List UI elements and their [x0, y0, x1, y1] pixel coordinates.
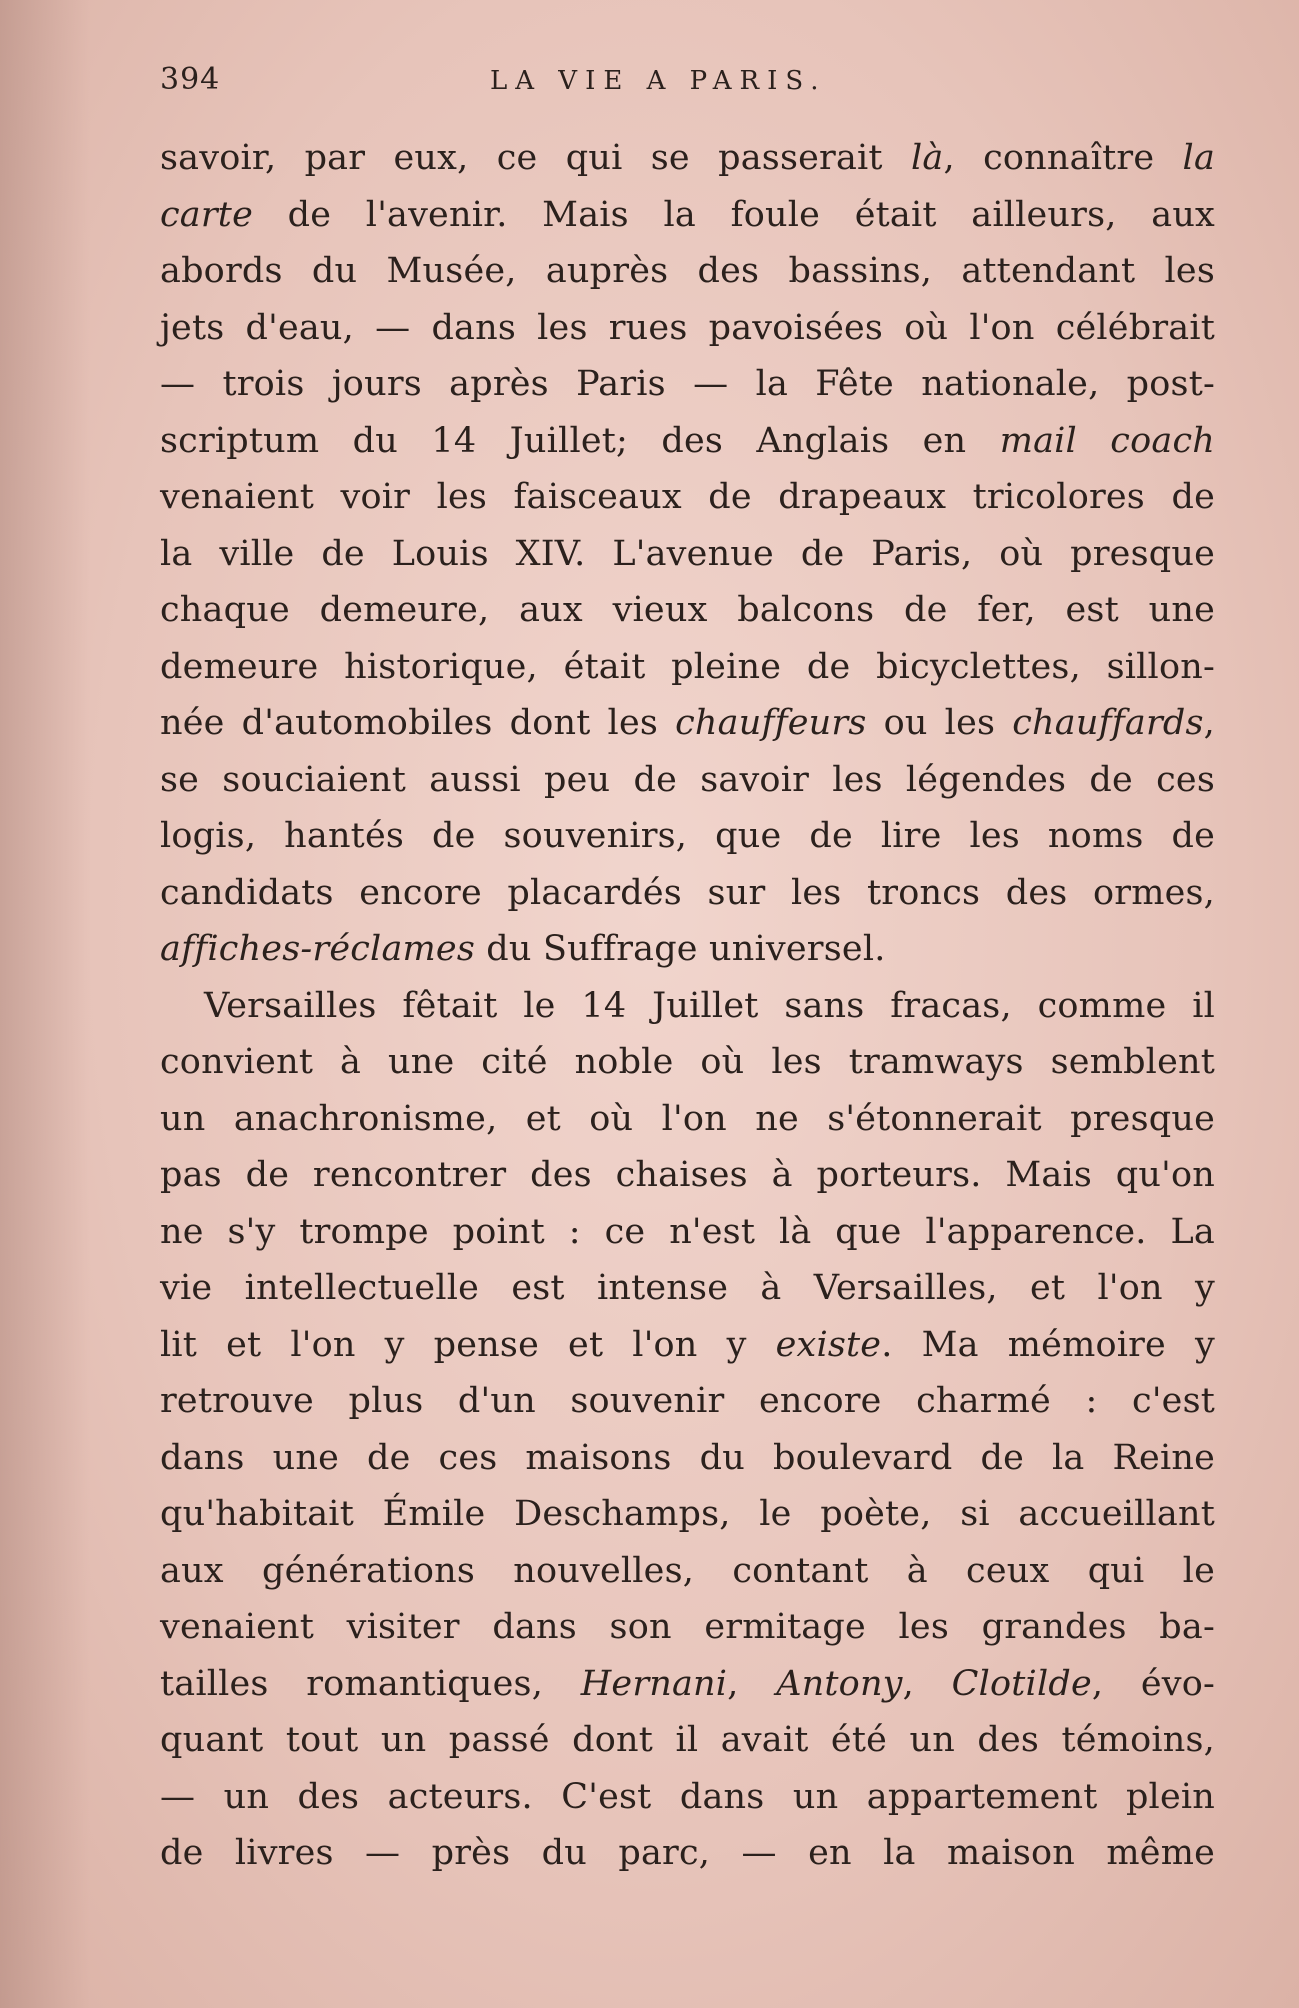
- text-segment: ne s'y trompe point : ce n'est là que l'apparence. La: [160, 1211, 1215, 1252]
- paragraph-1: [160, 130, 1215, 978]
- text-segment: chaque demeure, aux vieux balcons de fer, est une: [160, 590, 1215, 630]
- italic-text: la: [1182, 138, 1216, 178]
- text-line: [160, 978, 1215, 1035]
- spine-shadow: [0, 0, 90, 2008]
- text-line: [160, 1034, 1215, 1091]
- italic-text: existe: [775, 1324, 882, 1365]
- text-line: [160, 1486, 1215, 1543]
- italic-text: Clotilde: [951, 1663, 1092, 1704]
- text-line: [160, 1260, 1215, 1317]
- text-segment: dans une de ces maisons du boulevard de la Reine: [160, 1437, 1215, 1478]
- text-line: [160, 865, 1215, 922]
- text-segment: pas de rencontrer des chaises à porteurs. Mais qu'on: [160, 1155, 1215, 1195]
- text-segment: de livres — près du parc, — en la maison même: [160, 1833, 1215, 1873]
- text-segment: demeure historique, était pleine de bicyclettes, sillon-: [160, 646, 1215, 687]
- text-segment: — un des acteurs. C'est dans un appartement plein: [160, 1776, 1215, 1817]
- text-segment: venaient visiter dans son ermitage les grandes ba-: [160, 1607, 1215, 1647]
- text-segment: ,: [1203, 703, 1215, 743]
- text-segment: convient à une cité noble où les tramways semblent: [160, 1042, 1215, 1082]
- italic-text: Hernani: [580, 1663, 728, 1704]
- text-line: [160, 130, 1215, 187]
- text-segment: la ville de Louis XIV. L'avenue de Paris, où presque: [160, 533, 1215, 574]
- text-line: [160, 356, 1215, 413]
- body-text: [160, 130, 1215, 1882]
- text-segment: savoir, par eux, ce qui se passerait: [160, 138, 912, 178]
- text-segment: , évo-: [1091, 1663, 1216, 1704]
- italic-text: là: [911, 138, 944, 178]
- text-line: [160, 1825, 1215, 1882]
- text-line: [160, 582, 1215, 639]
- paragraph-2: [160, 978, 1215, 1882]
- text-line: [160, 1204, 1215, 1261]
- text-segment: ,: [902, 1663, 952, 1704]
- text-line: [160, 1430, 1215, 1487]
- text-segment: qu'habitait Émile Deschamps, le poète, si accueillant: [160, 1494, 1215, 1534]
- italic-text: carte: [160, 194, 253, 235]
- text-line: [160, 1147, 1215, 1204]
- text-segment: retrouve plus d'un souvenir encore charmé : c'est: [160, 1381, 1215, 1421]
- italic-text: mail coach: [999, 420, 1215, 461]
- text-line: [160, 469, 1215, 526]
- text-segment: logis, hantés de souvenirs, que de lire les noms de: [160, 816, 1215, 856]
- text-line: [160, 1769, 1215, 1826]
- text-segment: — trois jours après Paris — la Fête nationale, post-: [160, 364, 1215, 404]
- text-segment: ,: [727, 1663, 777, 1704]
- italic-text: chauffards: [1012, 703, 1204, 743]
- running-title: LA VIE A PARIS.: [490, 66, 827, 96]
- text-line: [160, 808, 1215, 865]
- text-line: [160, 300, 1215, 357]
- text-segment: . Ma mémoire y: [881, 1324, 1215, 1365]
- text-line: [160, 639, 1215, 696]
- text-segment: tailles romantiques,: [160, 1663, 581, 1704]
- text-segment: scriptum du 14 Juillet; des Anglais en: [160, 420, 1000, 461]
- text-segment: abords du Musée, auprès des bassins, attendant les: [160, 251, 1215, 291]
- text-segment: vie intellectuelle est intense à Versailles, et l'on y: [160, 1268, 1215, 1308]
- text-segment: se souciaient aussi peu de savoir les légendes de ces: [160, 759, 1215, 800]
- text-line: [160, 187, 1215, 244]
- text-segment: quant tout un passé dont il avait été un des témoins,: [160, 1720, 1215, 1760]
- text-line: [160, 1712, 1215, 1769]
- text-segment: candidats encore placardés sur les troncs des ormes,: [160, 872, 1215, 913]
- text-line: [160, 1091, 1215, 1148]
- text-line: [160, 413, 1215, 470]
- text-line: [160, 1373, 1215, 1430]
- text-segment: de l'avenir. Mais la foule était ailleurs, aux: [252, 194, 1215, 235]
- text-segment: , connaître: [943, 138, 1183, 178]
- text-line: [160, 1656, 1215, 1713]
- italic-text: chauffeurs: [675, 703, 867, 743]
- text-line: [160, 921, 1215, 978]
- text-line: [160, 695, 1215, 752]
- text-segment: venaient voir les faisceaux de drapeaux tricolores de: [160, 477, 1215, 517]
- italic-text: affiches-réclames: [160, 929, 475, 969]
- text-line: [160, 1317, 1215, 1374]
- text-segment: lit et l'on y pense et l'on y: [160, 1324, 776, 1365]
- italic-text: Antony: [776, 1663, 903, 1704]
- text-line: [160, 752, 1215, 809]
- text-line: [160, 1543, 1215, 1600]
- text-segment: Versailles fêtait le 14 Juillet sans fracas, comme il: [204, 985, 1215, 1026]
- text-segment: jets d'eau, — dans les rues pavoisées où l'on célébrait: [160, 307, 1215, 348]
- page-number: 394: [160, 62, 221, 97]
- text-segment: aux générations nouvelles, contant à ceux qui le: [160, 1550, 1215, 1591]
- text-segment: du Suffrage universel.: [474, 929, 886, 969]
- text-segment: née d'automobiles dont les: [160, 703, 676, 743]
- text-line: [160, 526, 1215, 583]
- page-header: [160, 62, 1220, 108]
- text-segment: un anachronisme, et où l'on ne s'étonnerait presque: [160, 1098, 1215, 1139]
- text-line: [160, 1599, 1215, 1656]
- text-line: [160, 243, 1215, 300]
- text-segment: ou les: [866, 703, 1013, 743]
